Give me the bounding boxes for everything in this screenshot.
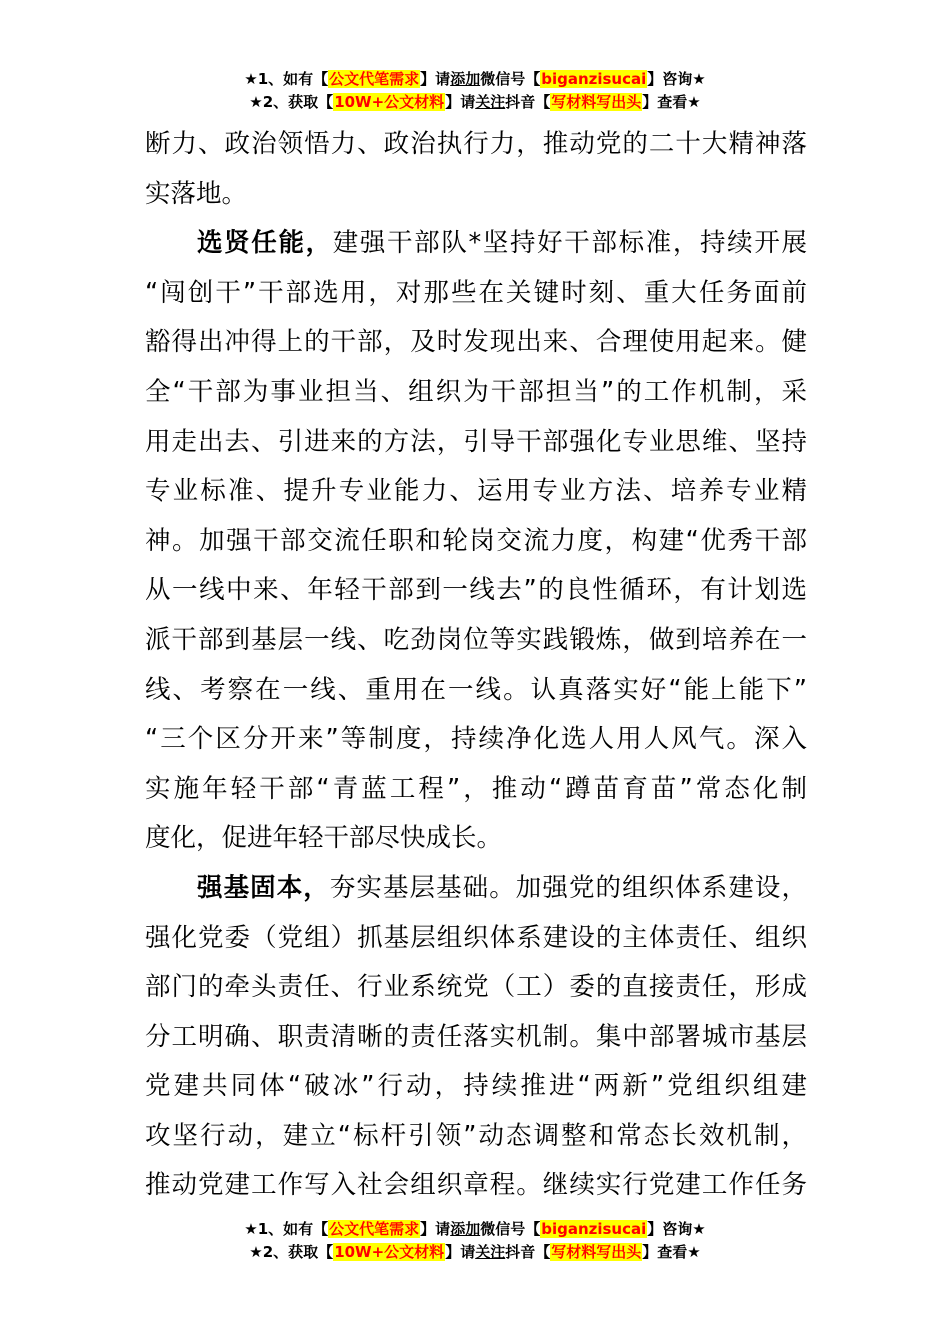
star-icon: ★	[249, 1243, 263, 1261]
highlight-materials: 10W+公文材料	[334, 93, 445, 111]
banner-text: 【	[313, 1220, 329, 1238]
banner-text: 抖音【	[505, 1243, 551, 1261]
star-icon: ★	[244, 1220, 258, 1238]
section-heading-line	[145, 219, 807, 269]
header-banner	[0, 68, 950, 114]
banner-text: 抖音【	[505, 93, 551, 111]
banner-text: 2、获取	[262, 93, 319, 111]
highlight-wechat-id: biganzisucai	[541, 70, 647, 88]
underline-follow: 关注	[475, 1243, 506, 1261]
section-heading: 强基固本，	[197, 872, 330, 903]
highlight-service: 公文代笔需求	[329, 1220, 420, 1238]
banner-line-1	[0, 68, 950, 91]
banner-text: 】请	[420, 70, 451, 88]
banner-line-2	[0, 1241, 950, 1264]
banner-text: 1、如有	[257, 70, 314, 88]
banner-text: 2、获取	[262, 1243, 319, 1261]
body-line: 强化党委（党组）抓基层组织体系建设的主体责任、组织	[145, 922, 807, 953]
body-line: 度化，促进年轻干部尽快成长。	[145, 823, 503, 854]
body-line: “闯创干”干部选用，对那些在关键时刻、重大任务面前	[145, 277, 807, 308]
body-line: 神。加强干部交流任职和轮岗交流力度，构建“优秀干部	[145, 525, 807, 556]
banner-text: 】咨询	[647, 1220, 693, 1238]
body-line: 从一线中来、年轻干部到一线去”的良性循环，有计划选	[145, 575, 807, 606]
body-line: 党建共同体“破冰”行动，持续推进“两新”党组织组建	[145, 1071, 807, 1102]
banner-text: 1、如有	[257, 1220, 314, 1238]
document-body	[145, 120, 807, 1211]
highlight-service: 公文代笔需求	[329, 70, 420, 88]
highlight-materials: 10W+公文材料	[334, 1243, 445, 1261]
banner-text: 微信号【	[480, 1220, 541, 1238]
banner-text: 】请	[420, 1220, 451, 1238]
banner-text: 微信号【	[480, 70, 541, 88]
star-icon: ★	[687, 93, 701, 111]
banner-text: 【	[318, 93, 334, 111]
star-icon: ★	[692, 70, 706, 88]
banner-text: 【	[318, 1243, 334, 1261]
banner-text: 】咨询	[647, 70, 693, 88]
section-heading-line	[145, 864, 807, 914]
highlight-douyin-id: 写材料写出头	[551, 93, 642, 111]
underline-add: 添加	[450, 70, 481, 88]
star-icon: ★	[687, 1243, 701, 1261]
body-line: 线、考察在一线、重用在一线。认真落实好“能上能下”	[145, 674, 807, 705]
body-line: 豁得出冲得上的干部，及时发现出来、合理使用起来。健	[145, 327, 807, 358]
star-icon: ★	[244, 70, 258, 88]
star-icon: ★	[692, 1220, 706, 1238]
body-line: 部门的牵头责任、行业系统党（工）委的直接责任，形成	[145, 972, 807, 1003]
star-icon: ★	[249, 93, 263, 111]
footer-banner	[0, 1218, 950, 1264]
body-text: 夯实基层基础。加强党的组织体系建设，	[329, 872, 807, 903]
banner-text: 】查看	[642, 1243, 688, 1261]
body-line: “三个区分开来”等制度，持续净化选人用人风气。深入	[145, 724, 807, 755]
body-line: 实施年轻干部“青蓝工程”，推动“蹲苗育苗”常态化制	[145, 773, 807, 804]
body-line: 派干部到基层一线、吃劲岗位等实践锻炼，做到培养在一	[145, 624, 807, 655]
body-line: 分工明确、职责清晰的责任落实机制。集中部署城市基层	[145, 1021, 807, 1052]
body-line: 用走出去、引进来的方法，引导干部强化专业思维、坚持	[145, 426, 807, 457]
underline-follow: 关注	[475, 93, 506, 111]
banner-text: 】请	[445, 1243, 476, 1261]
section-heading: 选贤任能，	[197, 228, 333, 259]
banner-text: 】请	[445, 93, 476, 111]
body-line: 专业标准、提升专业能力、运用专业方法、培养专业精	[145, 476, 807, 507]
body-line: 推动党建工作写入社会组织章程。继续实行党建工作任务	[145, 1170, 807, 1201]
body-line: 攻坚行动，建立“标杆引领”动态调整和常态长效机制，	[145, 1120, 807, 1151]
body-line: 断力、政治领悟力、政治执行力，推动党的二十大精神落	[145, 129, 807, 159]
highlight-douyin-id: 写材料写出头	[551, 1243, 642, 1261]
banner-line-1	[0, 1218, 950, 1241]
underline-add: 添加	[450, 1220, 481, 1238]
body-line: 实落地。	[145, 178, 248, 209]
banner-text: 【	[313, 70, 329, 88]
body-text: 建强干部队*坚持好干部标准，持续开展	[332, 228, 807, 259]
banner-line-2	[0, 91, 950, 114]
body-line: 全“干部为事业担当、组织为干部担当”的工作机制，采	[145, 376, 807, 407]
banner-text: 】查看	[642, 93, 688, 111]
highlight-wechat-id: biganzisucai	[541, 1220, 647, 1238]
